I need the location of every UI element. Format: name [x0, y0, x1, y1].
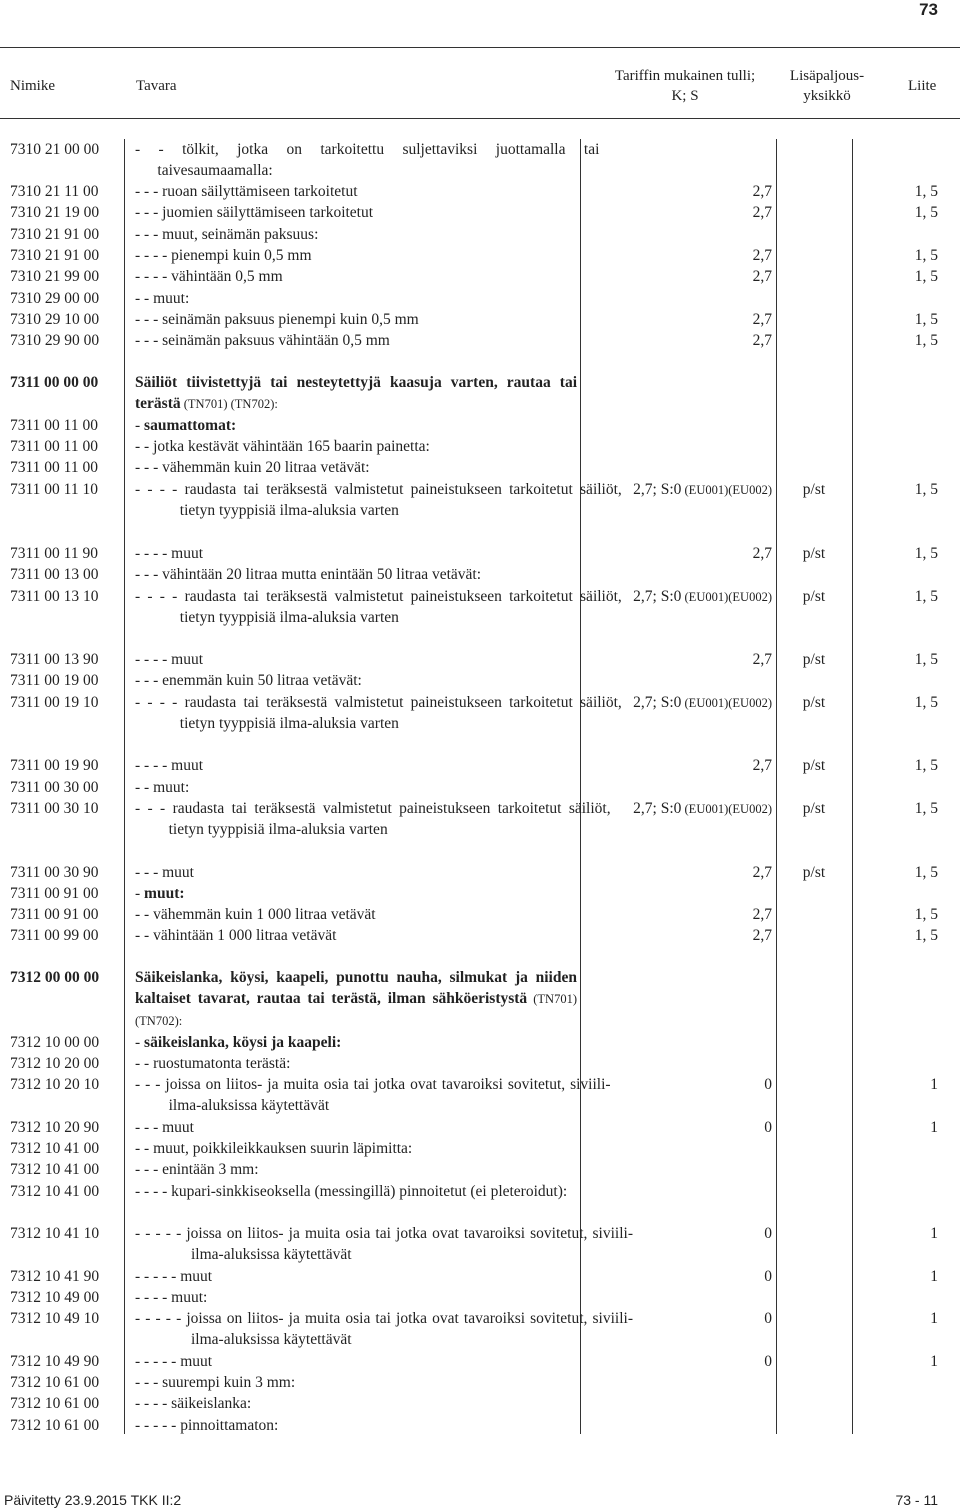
- row-description: [135, 288, 599, 309]
- row-annex: 1, 5: [914, 588, 938, 605]
- row-text: pinnoittamaton:: [180, 1417, 279, 1434]
- row-text: vähemmän kuin 20 litraa vetävät:: [162, 459, 370, 476]
- row-text: säikeislanka, köysi ja kaapeli:: [144, 1034, 342, 1051]
- row-description: [135, 436, 599, 457]
- row-description: [135, 883, 588, 904]
- row-code: 7312 10 41 00: [10, 1161, 100, 1178]
- row-code: 7310 21 00 00: [10, 141, 100, 158]
- row-code: 7311 00 30 10: [10, 800, 99, 817]
- row-text: muut: [171, 651, 204, 668]
- row-text: suurempi kuin 3 mm:: [162, 1374, 296, 1391]
- row-text: muut, seinämän paksuus:: [162, 226, 319, 243]
- row-description: [135, 1117, 611, 1138]
- row-code: 7312 10 61 00: [10, 1417, 100, 1434]
- page-number: 73: [919, 0, 938, 19]
- row-code: 7310 29 10 00: [10, 311, 100, 328]
- row-indent-dashes: - - - -: [135, 757, 172, 774]
- row-text: Säikeislanka, köysi, kaapeli, punottu nauha, silmukat ja niiden kaltaiset tavarat, rautaa tai terästä, ilman sähköeristystä: [135, 969, 577, 1008]
- row-text: pienempi kuin 0,5 mm: [171, 247, 312, 264]
- row-indent-dashes: - - -: [135, 204, 163, 221]
- row-code: 7310 29 00 00: [10, 290, 100, 307]
- row-supplementary-unit: p/st: [802, 800, 826, 817]
- row-annex: 1: [930, 1268, 938, 1285]
- header-lisa-line1: Lisäpaljous-: [789, 68, 865, 84]
- row-description: [135, 1181, 622, 1202]
- row-description: [135, 266, 622, 287]
- row-text: seinämän paksuus pienempi kuin 0,5 mm: [162, 311, 419, 328]
- row-duty: 0: [764, 1076, 772, 1093]
- row-text: raudasta tai teräksestä valmistetut paineistukseen tarkoitetut säiliöt, tietyn tyyppisiä ilma-aluksia varten: [168, 800, 611, 839]
- row-description: [135, 670, 611, 691]
- row-indent-dashes: - - -: [135, 672, 163, 689]
- row-text: joissa on liitos- ja muita osia tai jotka ovat tavaroiksi sovitetut, siviili-ilma-aluksissa käytettävät: [165, 1076, 611, 1115]
- row-indent-dashes: - -: [135, 1055, 154, 1072]
- row-annex: 1, 5: [914, 864, 938, 881]
- header-tavara: Tavara: [136, 78, 177, 94]
- row-indent-dashes: - - -: [135, 459, 163, 476]
- row-description: [135, 330, 611, 351]
- row-duty: 0: [764, 1310, 772, 1327]
- row-code: 7311 00 11 00: [10, 417, 98, 434]
- row-annex: 1: [930, 1353, 938, 1370]
- row-indent-dashes: - -: [135, 779, 154, 796]
- row-description: [135, 224, 611, 245]
- row-description: [135, 862, 611, 883]
- row-code: 7310 29 90 00: [10, 332, 100, 349]
- row-indent-dashes: - - - -: [135, 1289, 172, 1306]
- row-code: 7310 21 19 00: [10, 204, 100, 221]
- row-duty: 0: [764, 1119, 772, 1136]
- row-text: vähintään 1 000 litraa vetävät: [153, 927, 337, 944]
- row-text: muut: [171, 545, 204, 562]
- row-description: [135, 1415, 633, 1436]
- row-description: [135, 1393, 622, 1414]
- row-text: raudasta tai teräksestä valmistetut paineistukseen tarkoitetut säiliöt, tietyn tyyppisiä ilma-aluksia varten: [179, 481, 622, 520]
- column-divider-tulli: [776, 139, 777, 1434]
- row-text: raudasta tai teräksestä valmistetut paineistukseen tarkoitetut säiliöt, tietyn tyyppisiä ilma-aluksia varten: [179, 694, 622, 733]
- row-indent-dashes: - - - - -: [135, 1353, 181, 1370]
- row-duty: 2,7: [752, 927, 772, 944]
- row-description: [135, 755, 622, 776]
- row-code: 7310 21 11 00: [10, 183, 99, 200]
- row-duty: 2,7: [752, 757, 772, 774]
- row-duty: 2,7: [752, 204, 772, 221]
- row-text: joissa on liitos- ja muita osia tai jotka ovat tavaroiksi sovitetut, siviili-ilma-aluksissa käytettävät: [186, 1225, 634, 1264]
- row-annex: 1, 5: [914, 694, 938, 711]
- row-description: [135, 1308, 633, 1350]
- row-annex: 1, 5: [914, 247, 938, 264]
- row-duty: 2,7: [752, 906, 772, 923]
- row-code: 7311 00 91 00: [10, 906, 99, 923]
- row-duty: 2,7: [752, 332, 772, 349]
- row-indent-dashes: - -: [135, 1140, 154, 1157]
- row-annex: 1, 5: [914, 204, 938, 221]
- row-code: 7312 10 49 90: [10, 1353, 100, 1370]
- row-indent-dashes: - - -: [135, 800, 173, 817]
- row-indent-dashes: - - - - -: [135, 1417, 181, 1434]
- row-tn-reference: (TN701) (TN702):: [180, 397, 278, 412]
- row-code: 7311 00 99 00: [10, 927, 99, 944]
- row-code: 7312 10 49 00: [10, 1289, 100, 1306]
- row-text: muut:: [153, 779, 190, 796]
- row-duty: 2,7: [752, 183, 772, 200]
- row-description: [135, 649, 622, 670]
- row-text: säikeislanka:: [171, 1395, 252, 1412]
- row-code: 7311 00 19 90: [10, 757, 99, 774]
- row-indent-dashes: -: [135, 417, 145, 434]
- row-duty: 2,7: [752, 651, 772, 668]
- row-annex: 1, 5: [914, 800, 938, 817]
- row-description: [135, 1074, 611, 1116]
- row-description: [135, 1287, 622, 1308]
- row-annex: 1, 5: [914, 311, 938, 328]
- row-text: raudasta tai teräksestä valmistetut paineistukseen tarkoitetut säiliöt, tietyn tyyppisiä ilma-aluksia varten: [179, 588, 622, 627]
- row-description: [135, 1223, 633, 1265]
- row-annex: 1, 5: [914, 906, 938, 923]
- row-code: 7311 00 11 00: [10, 459, 98, 476]
- row-text: ruostumatonta terästä:: [153, 1055, 291, 1072]
- row-indent-dashes: - - -: [135, 226, 163, 243]
- row-tn-reference: (TN701) (TN702):: [135, 992, 577, 1029]
- row-text: muut: [162, 864, 194, 881]
- row-text: saumattomat:: [144, 417, 237, 434]
- row-annex: 1: [930, 1310, 938, 1327]
- row-description: [135, 372, 577, 415]
- row-text: ruoan säilyttämiseen tarkoitetut: [162, 183, 358, 200]
- row-description: [135, 1351, 633, 1372]
- row-text: kupari-sinkkiseoksella (messingillä) pinnoitetut (ei pleteroidut):: [171, 1183, 568, 1200]
- row-code: 7312 10 20 90: [10, 1119, 100, 1136]
- row-code: 7311 00 13 90: [10, 651, 99, 668]
- row-indent-dashes: -: [135, 1034, 145, 1051]
- row-indent-dashes: - - -: [135, 1119, 163, 1136]
- header-liite: Liite: [908, 78, 937, 94]
- row-description: [135, 798, 611, 840]
- row-text: muut: [171, 757, 204, 774]
- row-duty: 2,7: [752, 247, 772, 264]
- row-indent-dashes: - - - -: [135, 1183, 172, 1200]
- row-indent-dashes: - - - -: [135, 588, 185, 605]
- footer-updated: Päivitetty 23.9.2015 TKK II:2: [4, 1492, 182, 1508]
- row-duty: 2,7: [752, 311, 772, 328]
- row-code: 7312 10 61 00: [10, 1395, 100, 1412]
- row-annex: 1, 5: [914, 481, 938, 498]
- row-annex: 1: [930, 1076, 938, 1093]
- row-description: [135, 415, 588, 436]
- row-indent-dashes: - -: [135, 906, 154, 923]
- row-description: [135, 777, 599, 798]
- row-duty: 0: [764, 1225, 772, 1242]
- row-indent-dashes: - - -: [135, 311, 163, 328]
- row-text: vähintään 0,5 mm: [171, 268, 283, 285]
- row-code: 7312 10 49 10: [10, 1310, 100, 1327]
- row-text: muut:: [171, 1289, 208, 1306]
- row-indent-dashes: - - - -: [135, 651, 172, 668]
- header-bottom-rule: [0, 118, 960, 119]
- row-text: jotka kestävät vähintään 165 baarin painetta:: [153, 438, 430, 455]
- row-code: 7311 00 13 10: [10, 588, 99, 605]
- row-description: [135, 245, 622, 266]
- row-annex: 1, 5: [914, 183, 938, 200]
- row-annex: 1: [930, 1119, 938, 1136]
- row-code: 7312 10 00 00: [10, 1034, 100, 1051]
- footer-page-ref: 73 - 11: [895, 1492, 938, 1508]
- row-annex: 1, 5: [914, 545, 938, 562]
- row-indent-dashes: - - - -: [135, 481, 185, 498]
- row-text: seinämän paksuus vähintään 0,5 mm: [162, 332, 390, 349]
- row-supplementary-unit: p/st: [802, 588, 826, 605]
- row-supplementary-unit: p/st: [802, 651, 826, 668]
- row-description: [135, 1032, 588, 1053]
- row-code: 7311 00 19 10: [10, 694, 99, 711]
- row-code: 7311 00 11 90: [10, 545, 98, 562]
- row-description: [135, 904, 599, 925]
- row-text: joissa on liitos- ja muita osia tai jotka ovat tavaroiksi sovitetut, siviili-ilma-aluksissa käytettävät: [186, 1310, 634, 1349]
- row-duty: 2,7; S:0 (EU001)(EU002): [633, 694, 772, 711]
- row-text: muut: [180, 1353, 213, 1370]
- row-text: muut: [162, 1119, 194, 1136]
- row-indent-dashes: - - -: [135, 1374, 163, 1391]
- row-code: 7311 00 11 10: [10, 481, 98, 498]
- row-text: vähemmän kuin 1 000 litraa vetävät: [153, 906, 376, 923]
- header-lisapaljousyksikko: [780, 66, 874, 106]
- row-duty: 2,7; S:0 (EU001)(EU002): [633, 800, 772, 817]
- row-code: 7311 00 11 00: [10, 438, 98, 455]
- row-duty: 2,7: [752, 268, 772, 285]
- row-code: 7310 21 91 00: [10, 247, 100, 264]
- row-indent-dashes: - -: [135, 927, 154, 944]
- row-duty-reference: (EU001)(EU002): [681, 696, 772, 710]
- row-code: 7312 10 20 10: [10, 1076, 100, 1093]
- row-description: [135, 1159, 611, 1180]
- row-text: muut:: [144, 885, 185, 902]
- row-duty: 2,7: [752, 864, 772, 881]
- row-supplementary-unit: p/st: [802, 694, 826, 711]
- column-divider-nimike: [124, 139, 125, 1434]
- row-text: vähintään 20 litraa mutta enintään 50 litraa vetävät:: [162, 566, 482, 583]
- row-indent-dashes: - - - -: [135, 247, 172, 264]
- row-code: 7311 00 91 00: [10, 885, 99, 902]
- row-code: 7311 00 30 90: [10, 864, 99, 881]
- column-divider-lisa: [852, 139, 853, 1434]
- row-annex: 1, 5: [914, 268, 938, 285]
- row-indent-dashes: - -: [135, 290, 154, 307]
- row-duty: 2,7; S:0 (EU001)(EU002): [633, 588, 772, 605]
- row-duty-reference: (EU001)(EU002): [681, 590, 772, 604]
- row-code: 7310 21 91 00: [10, 226, 100, 243]
- row-description: [135, 457, 611, 478]
- row-code: 7311 00 00 00: [10, 374, 99, 391]
- row-text: juomien säilyttämiseen tarkoitetut: [162, 204, 374, 221]
- row-annex: 1, 5: [914, 651, 938, 668]
- row-description: [135, 967, 577, 1033]
- row-duty: 2,7: [752, 545, 772, 562]
- row-description: [135, 925, 599, 946]
- row-duty-reference: (EU001)(EU002): [681, 483, 772, 497]
- row-indent-dashes: - -: [135, 438, 154, 455]
- row-description: [135, 586, 622, 628]
- row-text: muut:: [153, 290, 190, 307]
- row-code: 7312 10 41 00: [10, 1183, 100, 1200]
- row-indent-dashes: - - -: [135, 1161, 163, 1178]
- row-description: [135, 692, 622, 734]
- row-indent-dashes: - - - - -: [135, 1225, 187, 1242]
- row-description: [135, 181, 611, 202]
- row-code: 7311 00 13 00: [10, 566, 99, 583]
- row-description: [135, 479, 622, 521]
- row-annex: 1, 5: [914, 927, 938, 944]
- row-description: [135, 202, 611, 223]
- row-text: muut, poikkileikkauksen suurin läpimitta:: [153, 1140, 413, 1157]
- row-indent-dashes: - - -: [135, 332, 163, 349]
- row-indent-dashes: -: [135, 885, 145, 902]
- row-text: enemmän kuin 50 litraa vetävät:: [162, 672, 362, 689]
- row-code: 7312 10 61 00: [10, 1374, 100, 1391]
- row-annex: 1, 5: [914, 332, 938, 349]
- row-indent-dashes: - - - -: [135, 1395, 172, 1412]
- row-code: 7312 10 41 00: [10, 1140, 100, 1157]
- row-indent-dashes: - - - -: [135, 268, 172, 285]
- row-text: muut: [180, 1268, 213, 1285]
- row-duty: 0: [764, 1353, 772, 1370]
- row-text: tölkit, jotka on tarkoitettu suljettaviksi juottamalla tai taivesaumaamalla:: [157, 141, 600, 180]
- row-indent-dashes: - - - - -: [135, 1268, 181, 1285]
- header-nimike: Nimike: [10, 78, 55, 94]
- row-indent-dashes: - -: [135, 141, 183, 158]
- row-annex: 1: [930, 1225, 938, 1242]
- header-lisa-line2: yksikkö: [803, 88, 851, 104]
- row-indent-dashes: - - - -: [135, 694, 185, 711]
- row-supplementary-unit: p/st: [802, 864, 826, 881]
- row-indent-dashes: - - -: [135, 1076, 166, 1093]
- row-indent-dashes: - - - -: [135, 545, 172, 562]
- row-code: 7311 00 19 00: [10, 672, 99, 689]
- row-code: 7311 00 30 00: [10, 779, 99, 796]
- row-description: [135, 309, 611, 330]
- row-description: [135, 1053, 599, 1074]
- row-text: Säiliöt tiivistettyjä tai nesteytettyjä kaasuja varten, rautaa tai terästä: [135, 374, 577, 413]
- row-code: 7312 10 41 10: [10, 1225, 100, 1242]
- row-indent-dashes: - - -: [135, 183, 163, 200]
- row-code: 7312 10 41 90: [10, 1268, 100, 1285]
- row-description: [135, 543, 622, 564]
- row-description: [135, 1372, 611, 1393]
- row-description: [135, 564, 611, 585]
- row-indent-dashes: - - -: [135, 566, 163, 583]
- row-description: [135, 1138, 599, 1159]
- row-code: 7310 21 99 00: [10, 268, 100, 285]
- row-annex: 1, 5: [914, 757, 938, 774]
- row-duty-reference: (EU001)(EU002): [681, 802, 772, 816]
- row-indent-dashes: - - -: [135, 864, 163, 881]
- header-tulli-line1: Tariffin mukainen tulli;: [614, 68, 756, 84]
- row-code: 7312 00 00 00: [10, 969, 100, 986]
- row-text: enintään 3 mm:: [162, 1161, 259, 1178]
- row-description: [135, 139, 599, 181]
- header-tulli-line2: K; S: [671, 88, 699, 104]
- row-indent-dashes: - - - - -: [135, 1310, 187, 1327]
- row-supplementary-unit: p/st: [802, 757, 826, 774]
- header-tulli: [590, 66, 780, 106]
- row-duty: 2,7; S:0 (EU001)(EU002): [633, 481, 772, 498]
- row-code: 7312 10 20 00: [10, 1055, 100, 1072]
- row-supplementary-unit: p/st: [802, 545, 826, 562]
- header-top-rule: [0, 47, 960, 48]
- row-description: [135, 1266, 633, 1287]
- row-supplementary-unit: p/st: [802, 481, 826, 498]
- row-duty: 0: [764, 1268, 772, 1285]
